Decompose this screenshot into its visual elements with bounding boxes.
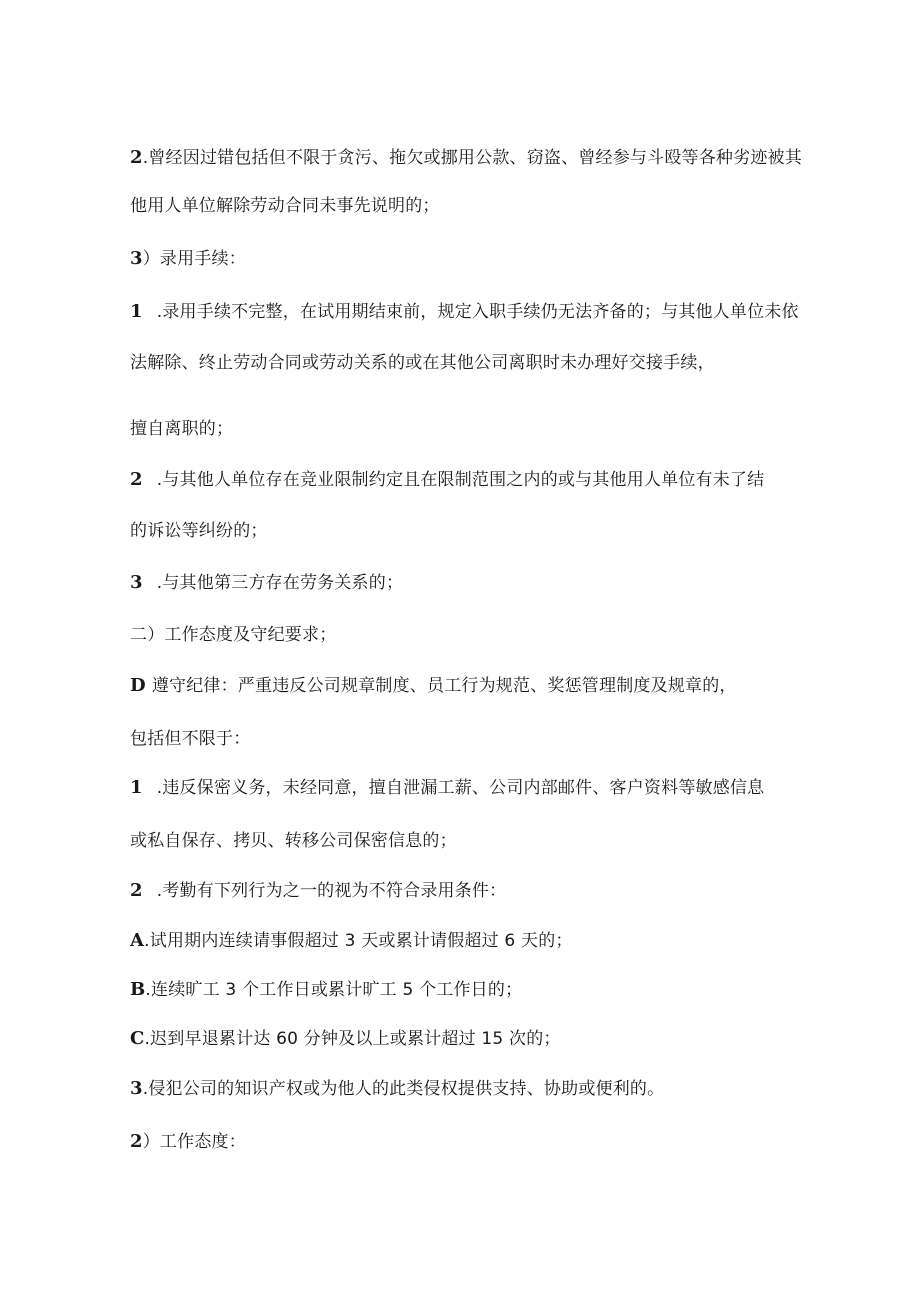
item-number: A <box>130 930 145 951</box>
line-13 <box>130 776 764 800</box>
line-text: 遵守纪律：严重违反公司规章制度、员工行为规范、奖惩管理制度及规章的， <box>151 676 737 696</box>
item-number: 1 <box>130 777 143 798</box>
item-number: D <box>130 675 146 696</box>
line-text: .试用期内连续请事假超过 3 天或累计请假超过 6 天的； <box>144 931 573 951</box>
line-text: .连续旷工 3 个工作日或累计旷工 5 个工作日的； <box>145 980 523 1000</box>
line-text: .侵犯公司的知识产权或为他人的此类侵权提供支持、协助或便利的。 <box>142 1079 665 1099</box>
line-6 <box>130 417 233 441</box>
line-9 <box>130 571 403 595</box>
line-text: ）工作态度： <box>142 1132 246 1152</box>
line-text: .违反保密义务，未经同意，擅自泄漏工薪、公司内部邮件、客户资料等敏感信息 <box>156 778 765 798</box>
line-text: 的诉讼等纠纷的； <box>130 521 268 541</box>
line-text: .录用手续不完整，在试用期结束前，规定入职手续仍无法齐备的；与其他人单位未依 <box>156 302 799 322</box>
line-text: 法解除、终止劳动合同或劳动关系的或在其他公司离职时未办理好交接手续， <box>130 353 715 373</box>
item-number: 2 <box>130 147 143 168</box>
item-number: 2 <box>130 469 143 490</box>
line-text: 包括但不限于： <box>130 729 251 749</box>
line-5 <box>130 351 715 375</box>
line-16 <box>130 929 573 953</box>
line-8 <box>130 519 268 543</box>
line-text: .与其他第三方存在劳务关系的； <box>156 573 404 593</box>
line-text: 擅自离职的； <box>130 419 234 439</box>
line-17 <box>130 978 522 1002</box>
item-number: 1 <box>130 301 143 322</box>
item-number: 3 <box>130 1078 143 1099</box>
line-3 <box>130 247 246 271</box>
line-text: ）录用手续： <box>142 249 246 269</box>
line-11 <box>130 674 737 698</box>
item-number: 2 <box>130 1131 143 1152</box>
line-18 <box>130 1027 561 1051</box>
item-number: 3 <box>130 248 143 269</box>
line-7 <box>130 468 764 492</box>
line-1 <box>130 146 802 170</box>
item-number: B <box>130 979 146 1000</box>
line-text: .曾经因过错包括但不限于贪污、拖欠或挪用公款、窃盗、曾经参与斗殴等各种劣迹被其 <box>142 148 802 168</box>
line-4 <box>130 300 799 324</box>
line-text: .考勤有下列行为之一的视为不符合录用条件： <box>156 881 507 901</box>
line-14 <box>130 829 457 853</box>
line-19 <box>130 1077 664 1101</box>
item-number: 3 <box>130 572 143 593</box>
line-2 <box>130 194 440 218</box>
line-15 <box>130 879 506 903</box>
line-12 <box>130 727 250 751</box>
item-number: 2 <box>130 880 143 901</box>
item-number: C <box>130 1028 145 1049</box>
line-text: 或私自保存、拷贝、转移公司保密信息的； <box>130 831 457 851</box>
line-20 <box>130 1130 246 1154</box>
line-text: .迟到早退累计达 60 分钟及以上或累计超过 15 次的； <box>144 1029 561 1049</box>
line-text: 他用人单位解除劳动合同未事先说明的； <box>130 196 440 216</box>
line-text: 二）工作态度及守纪要求； <box>130 625 337 645</box>
line-text: .与其他人单位存在竞业限制约定且在限制范围之内的或与其他用人单位有未了结 <box>156 470 765 490</box>
line-10 <box>130 623 336 647</box>
